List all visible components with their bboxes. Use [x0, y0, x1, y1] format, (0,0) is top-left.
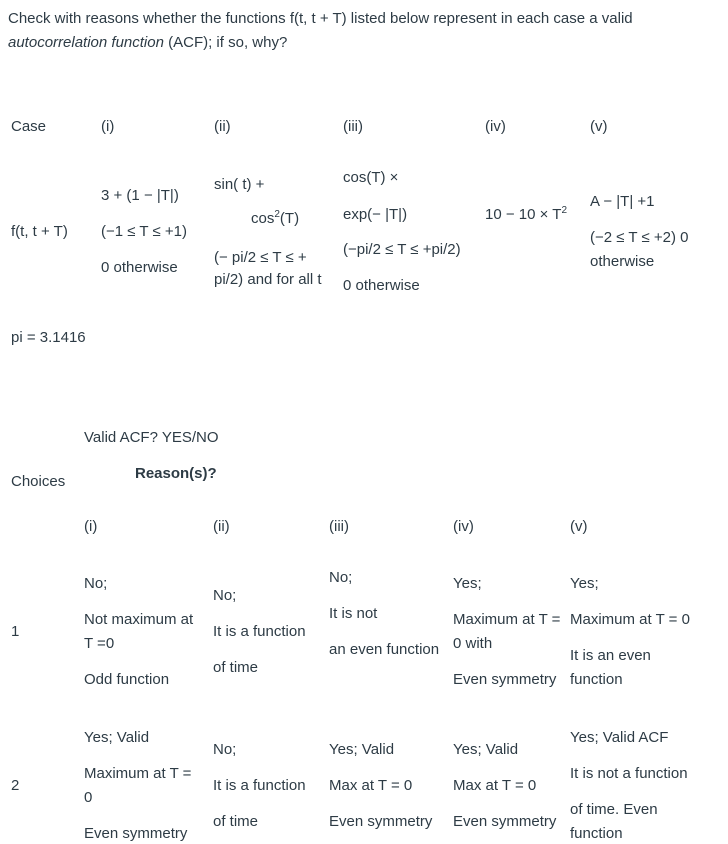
func-i-line-3: 0 otherwise	[101, 259, 178, 276]
choice-1-i-line-3: T =0	[84, 635, 115, 652]
choice-2-iii-line-1: Yes; Valid	[329, 741, 395, 758]
func-ii-line-2: $\cos^2(T)$	[251, 209, 300, 227]
choice-1-i-line-4: Odd function	[84, 671, 170, 688]
choice-1-iv-line-2: Maximum at T =	[453, 611, 561, 628]
choice-1-ii-line-1: No;	[213, 587, 237, 604]
choice-1-iv-line-3: 0 with	[453, 635, 493, 652]
choice-1-iii-line-1: No;	[329, 569, 353, 586]
func-ii-line-4: pi/2) and for all t	[214, 271, 322, 288]
choice-1-iv-line-1: Yes;	[453, 575, 482, 592]
choices-label: Choices	[11, 473, 66, 490]
choice-1-v-line-4: function	[570, 671, 623, 688]
question-line-1: Check with reasons whether the functions f(t, t + T) listed below represent in each case a valid	[8, 10, 633, 27]
choice-1-v-line-2: Maximum at T = 0	[570, 611, 690, 628]
func-v-line-2: (−2 ≤ T ≤ +2) 0	[590, 229, 689, 246]
case-header-i: (i)	[101, 118, 115, 135]
choice-header-iv: (iv)	[453, 518, 474, 535]
reasons-label: Reason(s)?	[135, 465, 217, 482]
case-header-iii: (iii)	[343, 118, 363, 135]
choice-2-iv-line-3: Even symmetry	[453, 813, 557, 830]
choice-2-i-line-2: Maximum at T =	[84, 765, 192, 782]
question-text	[8, 7, 708, 55]
choice-header-ii: (ii)	[213, 518, 230, 535]
func-iii-line-4: 0 otherwise	[343, 277, 420, 294]
question-line-2: (ACF); if so, why?	[163, 34, 288, 51]
question-emphasis: autocorrelation function	[8, 34, 164, 51]
choice-2-iv-line-1: Yes; Valid	[453, 741, 519, 758]
choice-1-ii-line-2: It is a function	[213, 623, 306, 640]
choice-1-i-line-2: Not maximum at	[84, 611, 194, 628]
choice-2-ii-line-2: It is a function	[213, 777, 306, 794]
func-iii-line-1: cos(T) ×	[343, 169, 399, 186]
choice-2-iii-line-3: Even symmetry	[329, 813, 433, 830]
choice-2-i-line-3: 0	[84, 789, 93, 806]
choice-1-iii-line-2: It is not	[329, 605, 378, 622]
func-iii-line-3: (−pi/2 ≤ T ≤ +pi/2)	[343, 241, 461, 258]
choice-2-v-line-3: of time. Even	[570, 801, 658, 818]
choice-1-i-line-1: No;	[84, 575, 108, 592]
func-ii-line-1: sin( t) +	[214, 176, 265, 193]
pi-note: pi = 3.1416	[11, 329, 86, 346]
case-header-v: (v)	[590, 118, 608, 135]
choice-2-i-line-1: Yes; Valid	[84, 729, 150, 746]
choice-header-i: (i)	[84, 518, 98, 535]
func-ii-line-3: (− pi/2 ≤ T ≤ +	[214, 249, 307, 266]
valid-acf-label: Valid ACF? YES/NO	[84, 429, 219, 446]
choice-1-v-line-3: It is an even	[570, 647, 651, 664]
func-iii-line-2: exp(− |T|)	[343, 206, 408, 223]
choice-1-number: 1	[11, 623, 20, 640]
choice-1-ii-line-3: of time	[213, 659, 259, 676]
choice-2-number: 2	[11, 777, 20, 794]
choice-1-iv-line-4: Even symmetry	[453, 671, 557, 688]
choice-2-ii-line-3: of time	[213, 813, 259, 830]
func-iv: $10 - 10 \times T^2$	[485, 205, 568, 223]
case-header-ii: (ii)	[214, 118, 231, 135]
choice-2-iv-line-2: Max at T = 0	[453, 777, 537, 794]
case-header-iv: (iv)	[485, 118, 506, 135]
choice-2-i-line-4: Even symmetry	[84, 825, 188, 842]
func-i-line-2: (−1 ≤ T ≤ +1)	[101, 223, 187, 240]
choice-2-v-line-1: Yes; Valid ACF	[570, 729, 669, 746]
func-v-line-3: otherwise	[590, 253, 655, 270]
choice-1-iii-line-3: an even function	[329, 641, 440, 658]
choice-header-iii: (iii)	[329, 518, 349, 535]
case-label: Case	[11, 118, 47, 135]
choice-2-v-line-2: It is not a function	[570, 765, 688, 782]
choice-2-ii-line-1: No;	[213, 741, 237, 758]
choice-2-iii-line-2: Max at T = 0	[329, 777, 413, 794]
func-v-line-1: A − |T| +1	[590, 193, 655, 210]
function-row-label: f(t, t + T)	[11, 223, 68, 240]
func-i-line-1: 3 + (1 − |T|)	[101, 187, 179, 204]
choice-1-v-line-1: Yes;	[570, 575, 599, 592]
choice-2-v-line-4: function	[570, 825, 623, 842]
choice-header-v: (v)	[570, 518, 588, 535]
